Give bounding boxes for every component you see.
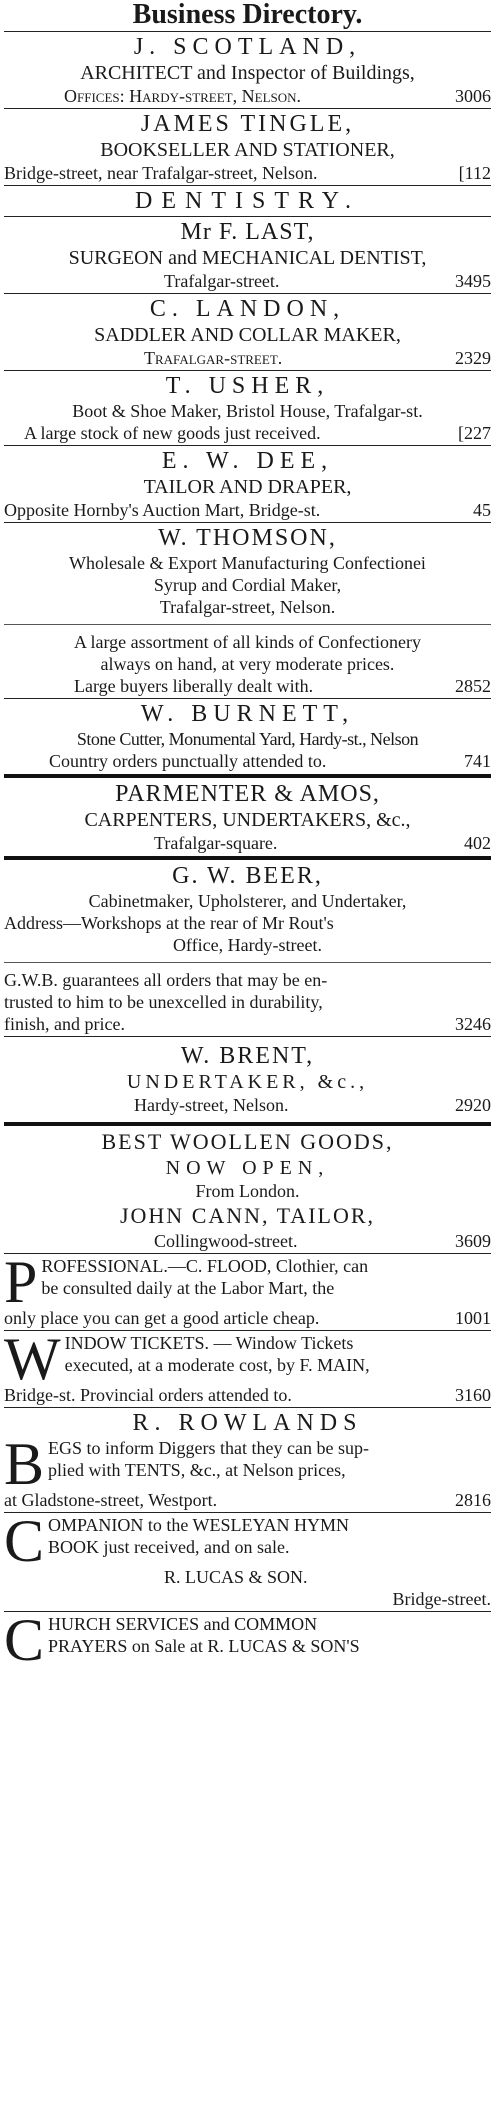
ad-address: Collingwood-street. xyxy=(154,1231,298,1251)
ad-line: Office, Hardy-street. xyxy=(172,935,323,955)
ad-rowlands xyxy=(4,1409,491,1511)
ad-name: JOHN CANN, TAILOR, xyxy=(119,1203,376,1228)
ad-line: PRAYERS on Sale at R. LUCAS & SON'S xyxy=(48,1636,360,1656)
ad-line: From London. xyxy=(195,1181,300,1201)
divider xyxy=(4,522,491,523)
page-title: Business Directory. xyxy=(132,0,363,30)
ad-line: SADDLER AND COLLAR MAKER, xyxy=(94,324,401,346)
ad-drop-cap: C xyxy=(4,1508,45,1574)
ad-name: W. BURNETT, xyxy=(140,701,355,727)
divider xyxy=(4,31,491,32)
ad-usher xyxy=(4,372,491,444)
divider xyxy=(4,698,491,699)
divider xyxy=(4,624,491,625)
ad-line: BEST WOOLLEN GOODS, xyxy=(101,1129,394,1154)
ad-line: TAILOR AND DRAPER, xyxy=(143,476,352,498)
ad-line: Bridge-street. xyxy=(392,1589,491,1609)
ad-line: SURGEON and MECHANICAL DENTIST, xyxy=(68,247,427,269)
divider xyxy=(4,185,491,186)
ad-address-line xyxy=(4,1230,491,1252)
ad-brent xyxy=(4,1038,491,1120)
ad-drop-cap: B xyxy=(4,1431,45,1497)
ad-address-line xyxy=(4,832,491,854)
ad-address: Trafalgar-street. xyxy=(164,271,280,291)
ad-number: 2920 xyxy=(455,1095,491,1115)
ad-line: EGS to inform Diggers that they can be sup- xyxy=(48,1438,369,1458)
ad-line: NOW OPEN, xyxy=(165,1157,330,1179)
ad-line: HURCH SERVICES and COMMON xyxy=(48,1614,318,1634)
ad-line: executed, at a moderate cost, by F. MAIN, xyxy=(64,1355,370,1375)
ad-line: BOOKSELLER AND STATIONER, xyxy=(100,139,395,161)
ad-number: 1001 xyxy=(455,1308,491,1328)
ad-address: Bridge-st. Provincial orders attended to. xyxy=(4,1385,292,1405)
ad-name: JAMES TINGLE, xyxy=(140,111,355,137)
ad-number: 45 xyxy=(473,500,491,520)
ad-address: Offices: Hardy-street, Nelson. xyxy=(64,86,302,106)
ad-line: G.W.B. guarantees all orders that may be en- xyxy=(4,970,328,990)
ad-address-line xyxy=(4,85,491,107)
ad-address-line xyxy=(4,1094,491,1116)
ad-line: Boot & Shoe Maker, Bristol House, Trafalgar-st. xyxy=(72,401,423,421)
ad-number: [227 xyxy=(458,423,491,443)
ad-main xyxy=(4,1326,491,1406)
ad-number: 3006 xyxy=(455,86,491,106)
ad-name: W. THOMSON, xyxy=(158,525,337,551)
divider xyxy=(4,856,491,860)
ad-number: 741 xyxy=(464,751,491,771)
ad-number: 2329 xyxy=(455,348,491,368)
divider xyxy=(4,216,491,217)
ad-line: ARCHITECT and Inspector of Buildings, xyxy=(80,62,415,84)
ad-line: Trafalgar-street, Nelson. xyxy=(159,597,336,617)
divider xyxy=(4,108,491,109)
divider xyxy=(4,1407,491,1408)
ad-address: A large stock of new goods just received. xyxy=(24,423,321,443)
ad-name: G. W. BEER, xyxy=(172,863,323,889)
ad-thomson xyxy=(4,524,491,697)
ad-line: Address—Workshops at the rear of Mr Rout's xyxy=(4,913,334,933)
ad-line: A large assortment of all kinds of Confectionery xyxy=(73,632,422,652)
ad-address-line xyxy=(4,1489,491,1511)
ad-drop-cap: W xyxy=(4,1326,61,1392)
ad-address: Opposite Hornby's Auction Mart, Bridge-st. xyxy=(4,500,321,520)
ad-address-line xyxy=(4,347,491,369)
ad-cann xyxy=(4,1128,491,1252)
ad-address: Bridge-street, near Trafalgar-street, Nelson. xyxy=(4,163,318,183)
ad-parmenter xyxy=(4,780,491,854)
ad-name: C. LANDON, xyxy=(149,296,346,322)
ad-flood xyxy=(4,1249,491,1329)
divider xyxy=(4,962,491,963)
ad-address-line xyxy=(4,750,491,772)
ad-address-line xyxy=(4,1013,491,1035)
ad-drop-cap: P xyxy=(4,1249,38,1315)
divider xyxy=(4,370,491,371)
divider xyxy=(4,1036,491,1037)
ad-name: E. W. DEE, xyxy=(161,448,334,474)
ad-line: INDOW TICKETS. — Window Tickets xyxy=(64,1333,354,1353)
ad-drop-cap: C xyxy=(4,1607,45,1673)
ad-line: plied with TENTS, &c., at Nelson prices, xyxy=(48,1460,346,1480)
divider xyxy=(4,1512,491,1513)
ad-line: R. LUCAS & SON. xyxy=(164,1567,308,1587)
ad-address-line xyxy=(4,270,491,292)
ad-address: Country orders punctually attended to. xyxy=(49,751,327,771)
ad-tingle xyxy=(4,110,491,184)
ad-number: 402 xyxy=(464,833,491,853)
ad-landon xyxy=(4,295,491,369)
ad-name: J. SCOTLAND, xyxy=(133,34,362,60)
divider xyxy=(4,1330,491,1331)
ad-address-line xyxy=(4,1307,491,1329)
divider xyxy=(4,1122,491,1126)
ad-address-line xyxy=(4,675,491,697)
ad-lucas-church xyxy=(4,1607,491,1673)
ad-address: finish, and price. xyxy=(4,1014,125,1034)
ad-address-line xyxy=(4,162,491,184)
ad-address: only place you can get a good article cheap. xyxy=(4,1308,320,1328)
ad-address: Trafalgar-street. xyxy=(144,348,283,368)
ad-number: 3495 xyxy=(455,271,491,291)
ad-line: Stone Cutter, Monumental Yard, Hardy-st., Nelson xyxy=(76,729,419,749)
ad-burnett xyxy=(4,700,491,772)
ad-dee xyxy=(4,447,491,521)
divider xyxy=(4,445,491,446)
ad-name: W. BRENT, xyxy=(180,1043,315,1069)
ad-address-line xyxy=(4,1384,491,1406)
ad-number: 3160 xyxy=(455,1385,491,1405)
ad-line: ROFESSIONAL.—C. FLOOD, Clothier, can xyxy=(41,1256,369,1276)
ad-line: Wholesale & Export Manufacturing Confectionei xyxy=(69,553,426,573)
ad-address: at Gladstone-street, Westport. xyxy=(4,1490,218,1510)
ad-heading: DENTISTRY. xyxy=(135,188,360,214)
ad-line: always on hand, at very moderate prices. xyxy=(100,654,395,674)
ad-address: Trafalgar-square. xyxy=(154,833,278,853)
ad-line: BOOK just received, and on sale. xyxy=(48,1537,290,1557)
ad-number: 3246 xyxy=(455,1014,491,1034)
divider xyxy=(4,1253,491,1254)
ad-line: CARPENTERS, UNDERTAKERS, &c., xyxy=(84,809,411,831)
ad-name: T. USHER, xyxy=(165,373,330,399)
ad-name: PARMENTER & AMOS, xyxy=(115,781,380,807)
ad-address: Large buyers liberally dealt with. xyxy=(74,676,314,696)
ad-name: Mr F. LAST, xyxy=(180,219,315,245)
ad-address-line xyxy=(4,499,491,521)
ad-number: 3609 xyxy=(455,1231,491,1251)
divider xyxy=(4,293,491,294)
divider xyxy=(4,1611,491,1612)
ad-number: [112 xyxy=(458,163,491,183)
ad-line: be consulted daily at the Labor Mart, the xyxy=(41,1278,335,1298)
ad-name: R. ROWLANDS xyxy=(132,1410,363,1436)
ad-lucas-hymn xyxy=(4,1508,491,1610)
ad-line: OMPANION to the WESLEYAN HYMN xyxy=(48,1515,350,1535)
ad-number: 2816 xyxy=(455,1490,491,1510)
ad-line: UNDERTAKER, &c., xyxy=(126,1071,369,1093)
divider xyxy=(4,774,491,778)
ad-line: Cabinetmaker, Upholsterer, and Undertaker, xyxy=(88,891,407,911)
ad-address-line xyxy=(4,422,491,444)
ad-line: trusted to him to be unexcelled in durability, xyxy=(4,992,323,1012)
ad-beer xyxy=(4,862,491,1035)
ad-number: 2852 xyxy=(455,676,491,696)
ad-line: Syrup and Cordial Maker, xyxy=(153,575,342,595)
ad-scotland xyxy=(4,33,491,107)
ad-address: Hardy-street, Nelson. xyxy=(134,1095,289,1115)
ad-dentistry xyxy=(4,187,491,292)
